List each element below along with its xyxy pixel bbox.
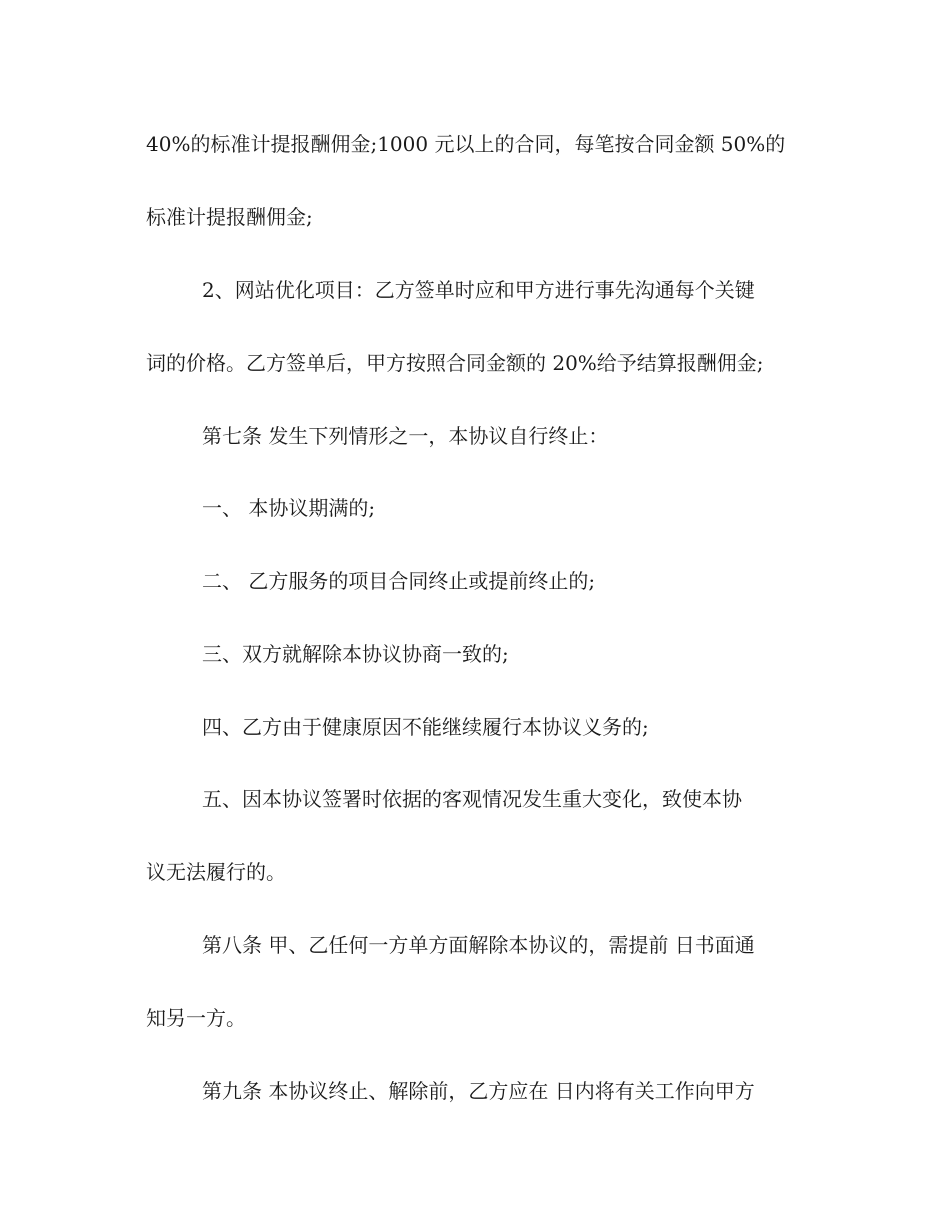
paragraph-line: 2、网站优化项目：乙方签单时应和甲方进行事先沟通每个关键 [202,278,755,302]
paragraph-line: 四、乙方由于健康原因不能继续履行本协议义务的; [202,715,649,739]
paragraph-line: 五、因本协议签署时依据的客观情况发生重大变化，致使本协 [202,787,742,811]
paragraph-line: 40%的标准计提报酬佣金;1000 元以上的合同，每笔按合同金额 50%的 [146,132,786,156]
paragraph-line: 知另一方。 [146,1006,246,1030]
paragraph-line: 第八条 甲、乙任何一方单方面解除本协议的，需提前 日书面通 [202,933,755,957]
paragraph-line: 第九条 本协议终止、解除前，乙方应在 日内将有关工作向甲方 [202,1079,755,1103]
paragraph-line: 一、 本协议期满的; [202,496,376,520]
paragraph-line: 二、 乙方服务的项目合同终止或提前终止的; [202,569,596,593]
paragraph-line: 词的价格。乙方签单后，甲方按照合同金额的 20%给予结算报酬佣金; [146,351,764,375]
paragraph-line: 第七条 发生下列情形之一，本协议自行终止： [202,424,609,448]
paragraph-line: 标准计提报酬佣金; [146,205,313,229]
paragraph-line: 三、双方就解除本协议协商一致的; [202,642,509,666]
paragraph-line: 议无法履行的。 [146,860,286,884]
